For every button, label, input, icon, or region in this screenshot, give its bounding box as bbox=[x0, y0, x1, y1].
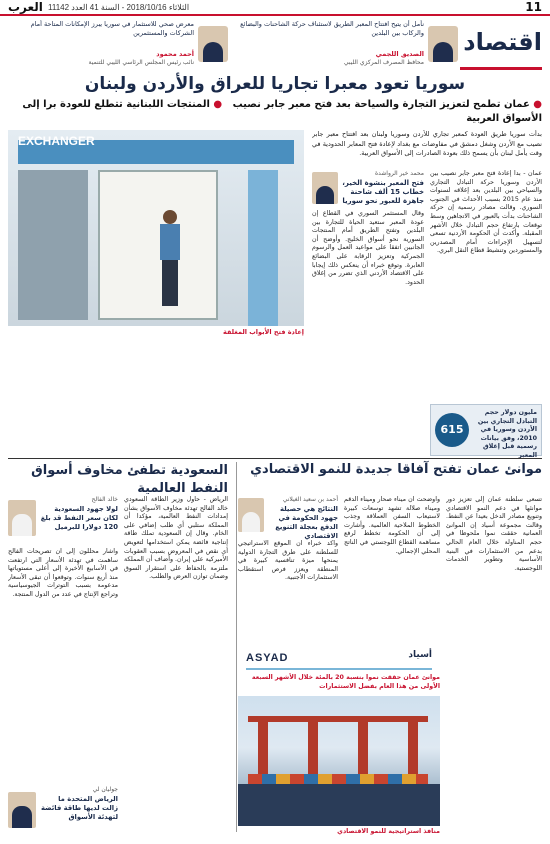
section-name: اقتصاد bbox=[463, 28, 542, 56]
quote-2-name: أحمد محمود bbox=[156, 50, 194, 58]
main-expert-avatar bbox=[312, 172, 338, 204]
story3-column-b: وأشار محللون إلى أن تصريحات الفالح ساهمت في تهدئة الأسعار التي ارتفعت في الأسابيع الأخيرة إلى أعلى مستوياتها منذ أربع سنوات. وتوقعوا أن تبقى الأسعار مدعومة بسبب التوترات الجيوسياسية وتراجع الإنتاج في عدد من الدول المنتجة. bbox=[8, 548, 118, 598]
asyad-logo: ASYAD bbox=[246, 652, 289, 664]
factbox-number: 615 bbox=[435, 413, 469, 447]
crane-boom bbox=[248, 716, 428, 722]
story3-bottom-avatar bbox=[8, 792, 36, 828]
photo-wall bbox=[18, 170, 88, 320]
story3-profile-avatar bbox=[8, 500, 36, 536]
section-divider bbox=[8, 458, 542, 459]
photo-sign-text: EXCHANGER bbox=[18, 134, 95, 148]
exchange-shop-photo bbox=[8, 130, 304, 326]
quote-1-text: نأمل أن يتيح افتتاح المعبر الطريق لاستئناف حركة الشاحنات والبضائع والركاب بين البلدين bbox=[240, 20, 424, 37]
quote-2-role: نائب رئيس المجلس الرئاسي الليبي للتنمية bbox=[88, 59, 194, 66]
subhead-1: ● عمان تطمح لتعزيز التجارة والسياحة بعد فتح معبر جابر نصيب bbox=[233, 99, 542, 110]
quote-1-name: الصديق اللجمي bbox=[375, 50, 424, 58]
quote-2-text: معرض صحي للاستثمار في سوريا يبرز الإمكانات المتاحة أمام الشركات والمستثمرين bbox=[30, 20, 194, 37]
story3-bottom-quote: الرياض المتحدة ما زالت لديها طاقة فائضة لتهدئة الأسواق bbox=[40, 795, 118, 821]
photo-person bbox=[158, 210, 182, 310]
quote-2-avatar bbox=[198, 26, 228, 62]
main-expert-box bbox=[312, 170, 424, 208]
main-column-right: عمان - بدأ إعادة فتح معبر جابر نصيب بين الأردن وسوريا حركة التبادل التجاري والسياحي بين البلدين بعد إغلاقه لسنوات منذ عام 2015 بسبب الأحداث في الجنوب السوري. وقالت مصادر رسمية إن حركة الشاحنات بدأت بالعبور في الاتجاهين وسط توقعات بارتفاع حجم التبادل خلال الأشهر المقبلة. وأكدت أن الحكومة الأردنية تسعى لتسهيل الإجراءات أمام المصدرين والمستوردين وتنشيط قطاع النقل البري. bbox=[430, 170, 542, 255]
trade-factbox bbox=[430, 404, 542, 459]
story2-expert-quote: النتائج هي حصيلة جهود الحكومة في الدفع بعجلة التنويع الاقتصادي bbox=[275, 505, 338, 540]
section-underline bbox=[460, 67, 542, 70]
main-column-middle: وقال المستثمر السوري في القطاع إن عودة المعبر ستعيد الحياة للتجارة بين البلدين وتفتح الطريق أمام المنتجات السورية نحو أسواق الخليج. وأوضح أن الجانبين اتفقا على مواعيد العمل والرسوم الجمركية وتعزيز الرقابة على البضائع العابرة. وتوقع خبراء أن ينعكس ذلك إيجابا على الاقتصاد الأردني الذي تضرر من إغلاق الحدود. bbox=[312, 210, 424, 286]
story3-profile-name: خالد الفالح bbox=[91, 496, 118, 503]
story2-column-b: وأوضحت أن ميناء صحار وميناء الدقم وميناء صلالة تشهد توسعات كبيرة لاستيعاب السفن العملاقة وجذب الخطوط الملاحية العالمية. وأشارت إلى أن الحكومة تخطط لرفع مساهمة القطاع اللوجستي في الناتج المحلي الإجمالي. bbox=[344, 496, 440, 555]
main-headline: سوريا تعود معبرا تجاريا للعراق والأردن ولبنان bbox=[84, 74, 466, 94]
port-caption: منافذ استراتيجية للنمو الاقتصادي bbox=[337, 828, 440, 835]
story3-column-a: الرياض - حاول وزير الطاقة السعودي خالد الفالح تهدئة مخاوف الأسواق بشأن إمدادات النفط العالمية، مؤكدا أن المملكة ستلبي أي طلب إضافي على الخام. وقال إن السعودية تملك طاقة إنتاجية فائضة يمكن استخدامها لتعويض أي نقص في المعروض بسبب العقوبات الأميركية على إيران. وأضاف أن المملكة ملتزمة بالحفاظ على استقرار السوق وضمان توازن العرض والطلب. bbox=[124, 496, 228, 581]
page-number: 11 bbox=[525, 0, 542, 14]
photo-caption: إعادة فتح الأبواب المغلقة bbox=[223, 328, 304, 336]
masthead-logo: العرب bbox=[8, 0, 43, 14]
column-divider bbox=[236, 462, 237, 832]
factbox-text: مليون دولار حجم التبادل التجاري بين الأردن وسوريا في 2010، وفق بيانات رسمية قبل إغلاق المعبر bbox=[477, 409, 537, 459]
story3-bottom-profile bbox=[8, 786, 118, 836]
page-header bbox=[0, 0, 550, 16]
photo-pillar bbox=[248, 170, 278, 326]
story2-expert-name: أحمد بن سعيد الغيلاني bbox=[282, 496, 338, 503]
story2-expert-box bbox=[238, 496, 338, 538]
main-lead: بدأت سوريا طريق العودة كمعبر تجاري للأردن وسوريا ولبنان بعد افتتاح معبر جابر نصيب مع الأردن وشغل دمشق في مفاوضات مع بغداد لإعادة فتح المعابر الحدودية في وقت يأمل لبنان بأن يسمح ذلك بعودة الصادرات إلى الأسواق العربية. bbox=[312, 130, 542, 157]
story3-profile-box bbox=[8, 496, 118, 546]
story2-column-a: تسعى سلطنة عمان إلى تعزيز دور موانئها في دعم النمو الاقتصادي وتنويع مصادر الدخل بعيدا عن النفط. وقالت مجموعة أسياد إن الموانئ العمانية حققت نموا ملحوظا في حجم المناولة خلال العام الحالي بدعم من الاستثمارات في البنية الأساسية وتطوير الخدمات اللوجستية. bbox=[446, 496, 542, 572]
story3-headline: السعودية تطفئ مخاوف أسواق النفط العالمية bbox=[31, 463, 228, 496]
quote-1 bbox=[238, 18, 458, 70]
story3-profile-quote: لولا جهود السعودية لكان سعر النفط قد بلغ 120 دولارا للبرميل bbox=[40, 505, 118, 531]
asyad-caption: موانئ عمان حققت نموا بنسبة 20 بالمئة خلال الأشهر السبعة الأولى من هذا العام بفضل الاستثمارات bbox=[251, 674, 440, 690]
subhead-2: ● المنتجات اللبنانية تتطلع للعودة برا إلى الأسواق العربية bbox=[22, 99, 542, 124]
section-label bbox=[460, 18, 542, 70]
story2-column-c: وأكد خبراء أن الموقع الاستراتيجي للسلطنة على طرق التجارة الدولية يمنحها ميزة تنافسية كبيرة في المنطقة ويعزز فرص استقطاب الاستثمارات الأجنبية. bbox=[238, 540, 338, 582]
cargo-ship bbox=[238, 784, 440, 826]
main-expert-name: محمد خير الرواشدة bbox=[374, 170, 424, 177]
dateline: الثلاثاء 2018/10/16 - السنة 41 العدد 11142 bbox=[48, 3, 190, 12]
quote-2 bbox=[8, 18, 228, 70]
port-photo bbox=[238, 696, 440, 826]
story2-expert-avatar bbox=[238, 498, 264, 532]
asyad-logo-bar bbox=[246, 668, 432, 670]
story3-bottom-name: جوليان لي bbox=[92, 786, 118, 793]
quote-1-avatar bbox=[428, 26, 458, 62]
quotes-strip bbox=[8, 18, 458, 70]
asyad-box bbox=[238, 650, 440, 694]
main-expert-quote: فتح المعبر بنشوة الخير، خطاب 15 ألف شاحنة جاهزة للعبور نحو سوريا bbox=[342, 179, 424, 205]
quote-1-role: محافظ المصرف المركزي الليبي bbox=[343, 59, 424, 66]
asyad-logo-arabic: أسياد bbox=[408, 650, 432, 660]
story2-headline: موانئ عمان تفتح آفاقا جديدة للنمو الاقتصادي bbox=[250, 462, 542, 477]
main-subheads bbox=[8, 98, 542, 126]
